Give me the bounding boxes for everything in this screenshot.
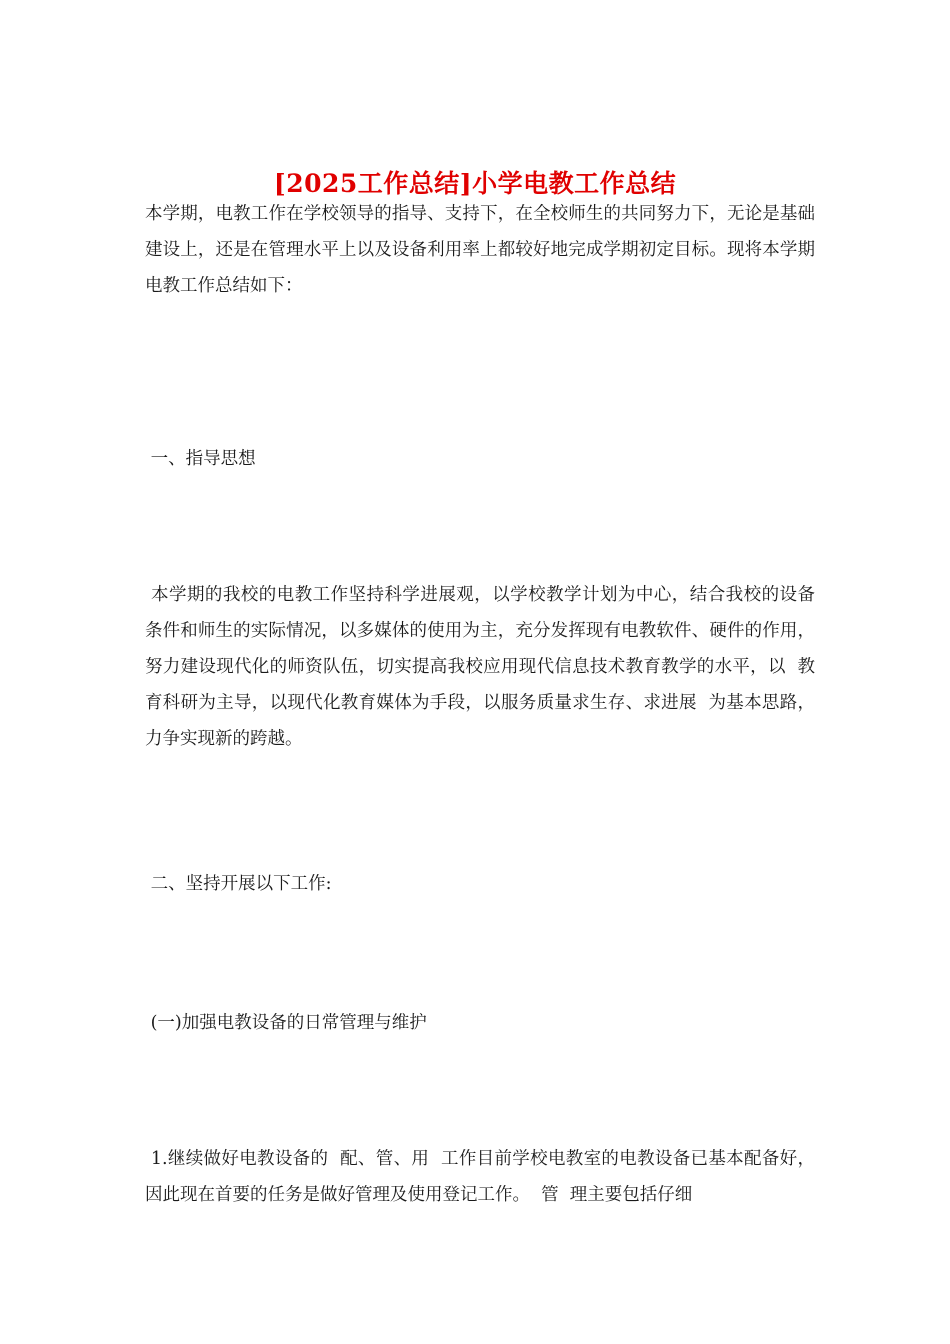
section-heading-ongoing-work: 二、坚持开展以下工作: — [145, 874, 332, 894]
section-heading-guiding-thought: 一、指导思想 — [145, 449, 256, 469]
list-item-1-paragraph: 1.继续做好电教设备的 配、管、用 工作目前学校电教室的电教设备已基本配备好，因此现在首要的任务是做好管理及使用登记工作。 管 理主要包括仔细 — [145, 1149, 815, 1205]
intro-paragraph: 本学期，电教工作在学校领导的指导、支持下，在全校师生的共同努力下，无论是基础建设上，还是在管理水平上以及设备利用率上都较好地完成学期初定目标。现将本学期电教工作总结如下： — [145, 204, 815, 296]
guiding-thought-paragraph: 本学期的我校的电教工作坚持科学进展观，以学校教学计划为中心，结合我校的设备条件和师生的实际情况，以多媒体的使用为主，充分发挥现有电教软件、硬件的作用，努力建设现代化的师资队伍，切实提高我校应用现代信息技术教育教学的水平，以 教育科研为主导，以现代化教育媒体为手段，以服务质量求生存、求进展 为基本思路，力争实现新的跨越。 — [145, 585, 815, 749]
document-title: [2025工作总结]小学电教工作总结 — [273, 168, 677, 198]
subsection-heading-equipment-management: (一)加强电教设备的日常管理与维护 — [145, 1013, 427, 1033]
